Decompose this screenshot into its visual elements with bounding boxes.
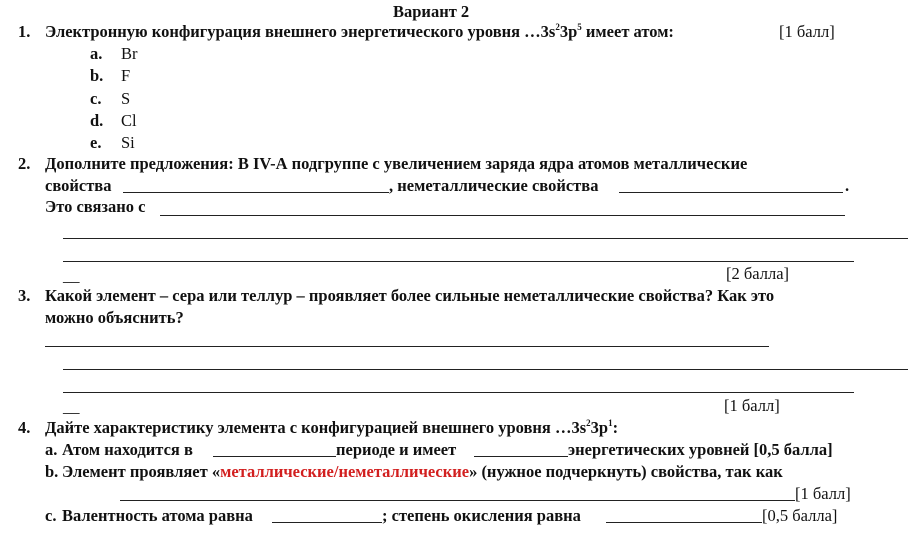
q3-answer-line-1[interactable] [45,346,769,347]
q4b-letter: b. [45,462,59,481]
q1-number: 1. [18,22,31,41]
q4a-blank-period[interactable] [213,456,336,457]
q2-answer-line-3[interactable] [63,261,854,262]
q4b-text [62,462,783,482]
q4b-score: [1 балл] [795,484,851,503]
q1-text-tail: имеет атом: [581,22,674,41]
q1-option-e-value: Si [121,133,135,152]
q4a-text2: периоде и имеет [336,440,457,459]
variant-title: Вариант 2 [393,2,470,21]
q1-text [45,22,674,42]
q4c-score: [0,5 балла] [762,506,838,525]
q1-option-c-value: S [121,89,131,108]
q2-score: [2 балла] [726,264,790,283]
q4-sup1: 2 [586,418,591,428]
q1-option-a-letter: a. [90,44,103,63]
q3-line1: Какой элемент – сера или теллур – проявляет более сильные неметаллические свойства? Как это [45,286,775,305]
q1-option-a-value: Br [121,44,138,63]
q4c-blank-valence[interactable] [272,522,382,523]
q1-score: [1 балл] [779,22,835,41]
q1-option-c-letter: c. [90,89,102,108]
q3-number: 3. [18,286,31,305]
q4b-choice-text[interactable]: металлические/неметаллические [220,462,470,481]
q1-option-d-letter: d. [90,111,104,130]
q2-answer-line-2[interactable] [63,238,908,239]
q2-line1: Дополните предложения: В IV-А подгруппе с увеличением заряда ядра атомов металлические [45,154,748,173]
q3-answer-line-3[interactable] [63,392,854,393]
q4a-blank-levels[interactable] [474,456,568,457]
q3-line2: можно объяснить? [45,308,184,327]
q1-option-b-value: F [121,66,131,85]
q4c-letter: c. [45,506,57,525]
q1-sup2: 5 [577,22,582,32]
q3-dash: __ [63,397,80,416]
q4a-text1: Атом находится в [62,440,193,459]
q4-text-mid: 3p [590,418,609,437]
q4a-letter: a. [45,440,58,459]
q1-sup1: 2 [555,22,560,32]
q1-option-e-letter: e. [90,133,102,152]
q4-text [45,418,618,438]
q1-option-d-value: Cl [121,111,137,130]
q3-score: [1 балл] [724,396,780,415]
q2-answer-line-1[interactable] [160,215,845,216]
q4c-blank-oxidation[interactable] [606,522,762,523]
q4b-answer-line[interactable] [120,500,795,501]
q4a-text3: энергетических уровней [0,5 балла] [568,440,833,459]
q2-blank-nonmetallic[interactable] [619,192,843,193]
q2-line2-a: свойства [45,176,112,195]
q1-text-mid: 3p [559,22,578,41]
q4c-text2: ; степень окисления равна [382,506,581,525]
q4-text-tail: : [612,418,619,437]
q4-sup2: 1 [608,418,613,428]
q1-text-main: Электронную конфигурация внешнего энергетического уровня …3s [45,22,556,41]
q2-line3: Это связано с [45,197,146,216]
q4c-text1: Валентность атома равна [62,506,253,525]
q4-text-main: Дайте характеристику элемента с конфигурацией внешнего уровня …3s [45,418,587,437]
q4b-text1: Элемент проявляет « [62,462,221,481]
q2-line2-b: , неметаллические свойства [389,176,599,195]
q3-answer-line-2[interactable] [63,369,908,370]
q4-number: 4. [18,418,31,437]
q1-option-b-letter: b. [90,66,104,85]
q2-blank-metallic[interactable] [123,192,389,193]
q4b-text2: » (нужное подчеркнуть) свойства, так как [469,462,783,481]
q2-dash: __ [63,266,80,285]
q2-line2-dot: . [845,176,850,195]
q2-number: 2. [18,154,31,173]
